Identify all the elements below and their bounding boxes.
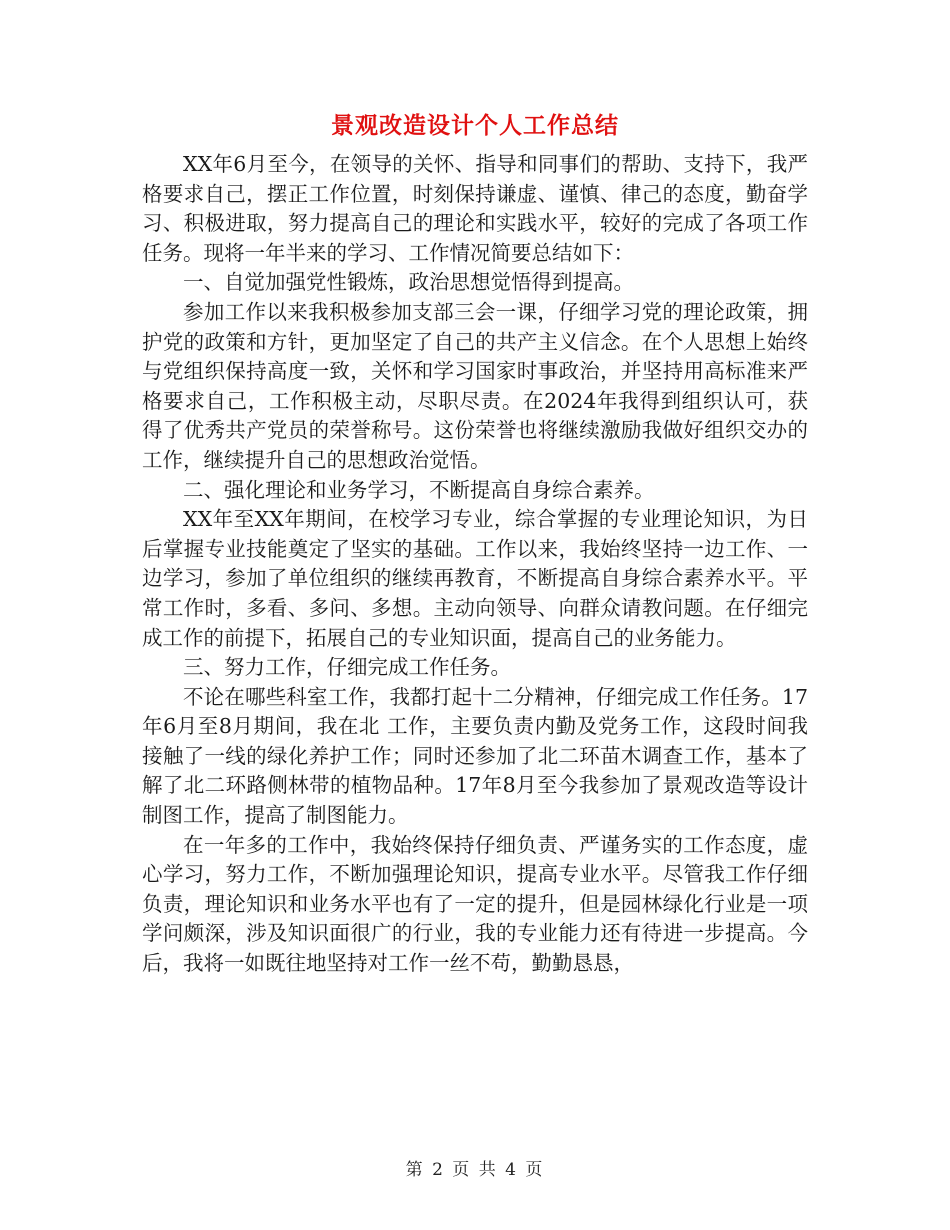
paragraph-section-2: XX年至XX年期间，在校学习专业，综合掌握的专业理论知识，为日后掌握专业技能奠定了坚实的基础。工作以来，我始终坚持一边工作、一边学习，参加了单位组织的继续再教育，不断提高自身综合素养水平。平常工作时，多看、多问、多想。主动向领导、向群众请教问题。在仔细完成工作的前提下，拓展自己的专业知识面，提高自己的业务能力。 <box>142 507 808 650</box>
page-number: 第 2 页 共 4 页 <box>405 1160 545 1180</box>
document-body <box>142 150 808 979</box>
paragraph-conclusion: 在一年多的工作中，我始终保持仔细负责、严谨务实的工作态度，虚心学习，努力工作，不断加强理论知识，提高专业水平。尽管我工作仔细负责，理论知识和业务水平也有了一定的提升，但是园林绿化行业是一项学问颇深，涉及知识面很广的行业，我的专业能力还有待进一步提高。今后，我将一如既往地坚持对工作一丝不苟，勤勤恳恳， <box>142 832 808 976</box>
section-heading-1: 一、自觉加强党性锻炼，政治思想觉悟得到提高。 <box>183 270 634 295</box>
paragraph-section-3: 不论在哪些科室工作，我都打起十二分精神，仔细完成工作任务。17年6月至8月期间，我在北 工作，主要负责内勤及党务工作，这段时间我接触了一线的绿化养护工作；同时还参加了北二环苗木调查工作，基本了解了北二环路侧林带的植物品种。17年8月至今我参加了景观改造等设计制图工作，提高了制图能力。 <box>142 684 808 828</box>
paragraph-intro: XX年6月至今，在领导的关怀、指导和同事们的帮助、支持下，我严格要求自己，摆正工作位置，时刻保持谦虚、谨慎、律己的态度，勤奋学习、积极进取，努力提高自己的理论和实践水平，较好的完成了各项工作任务。现将一年半来的学习、工作情况简要总结如下： <box>142 152 808 265</box>
page-title: 景观改造设计个人工作总结 <box>331 112 619 139</box>
paragraph-section-1: 参加工作以来我积极参加支部三会一课，仔细学习党的理论政策，拥护党的政策和方针，更加坚定了自己的共产主义信念。在个人思想上始终与党组织保持高度一致，关怀和学习国家时事政治，并坚持用高标准来严格要求自己，工作积极主动，尽职尽责。在2024年我得到组织认可，获得了优秀共产党员的荣誉称号。这份荣誉也将继续激励我做好组织交办的工作，继续提升自己的思想政治觉悟。 <box>142 299 808 472</box>
section-heading-3: 三、努力工作，仔细完成工作任务。 <box>183 655 511 680</box>
section-heading-2: 二、强化理论和业务学习，不断提高自身综合素养。 <box>183 477 655 502</box>
